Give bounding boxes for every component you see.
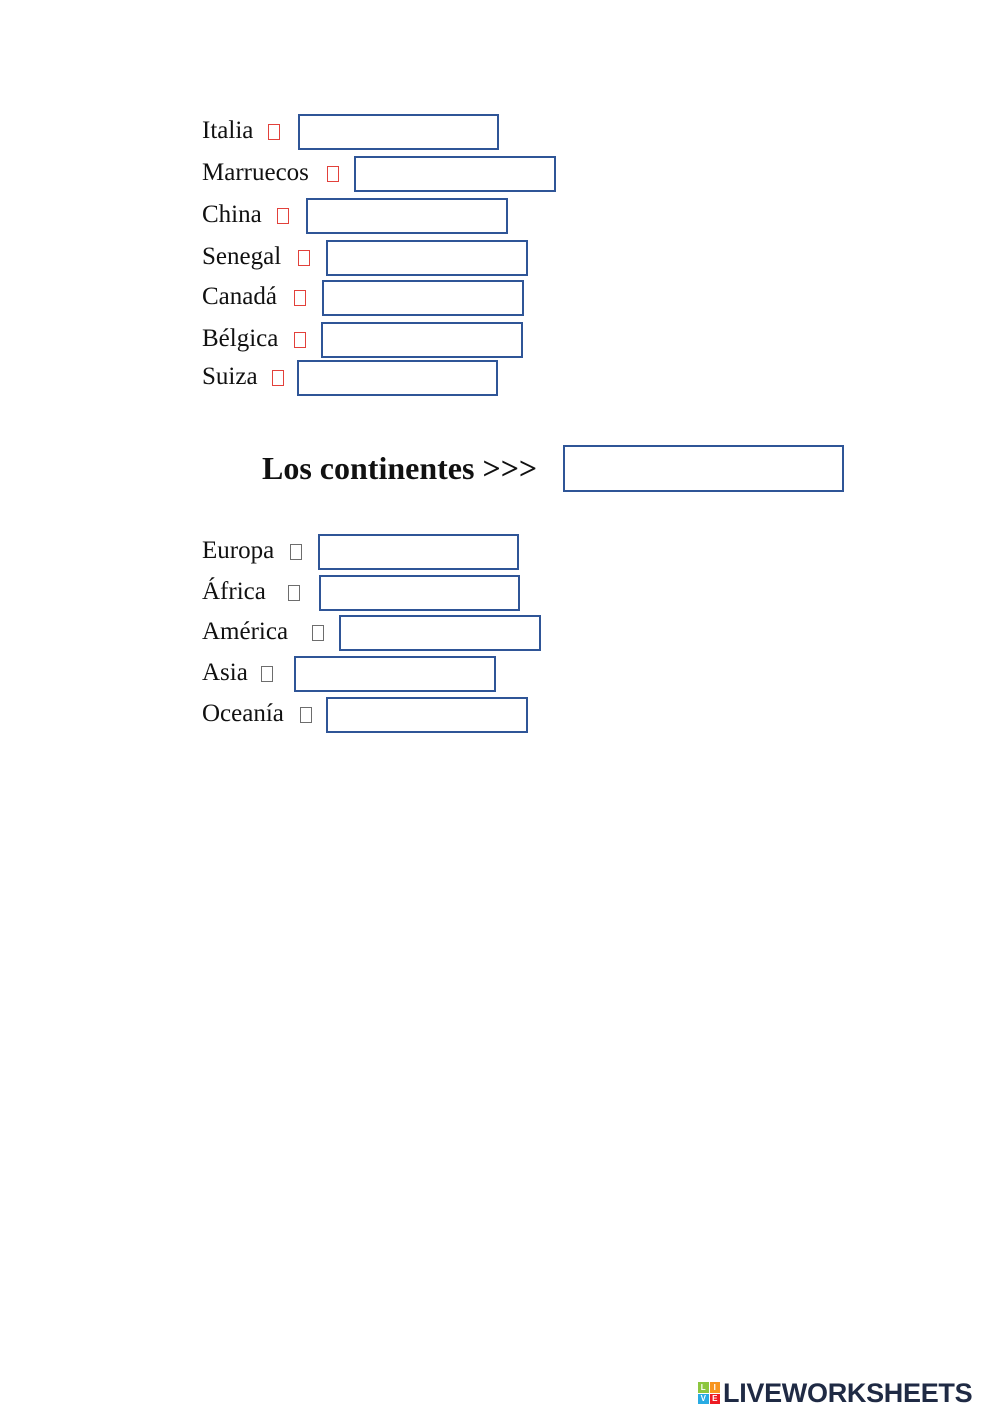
country-label: Bélgica: [202, 325, 279, 352]
missing-glyph-icon: [272, 370, 284, 386]
logo-mark-icon: [698, 1382, 720, 1404]
logo-text: LIVEWORKSHEETS: [723, 1377, 973, 1408]
answer-input[interactable]: [306, 198, 508, 234]
country-label: Marruecos: [202, 159, 309, 186]
answer-input[interactable]: [319, 575, 520, 611]
logo-mark-letter: E: [710, 1394, 721, 1405]
answer-input[interactable]: [294, 656, 496, 692]
country-label: Suiza: [202, 363, 258, 390]
continent-label: Asia: [202, 659, 248, 686]
liveworksheets-logo: [698, 1378, 972, 1408]
answer-input[interactable]: [354, 156, 556, 192]
continents-heading-input[interactable]: [563, 445, 844, 492]
answer-input[interactable]: [326, 240, 528, 276]
missing-glyph-icon: [261, 666, 273, 682]
logo-mark-letter: V: [698, 1394, 709, 1405]
missing-glyph-icon: [300, 707, 312, 723]
missing-glyph-icon: [277, 208, 289, 224]
logo-mark-letter: L: [698, 1382, 709, 1393]
continent-label: Oceanía: [202, 700, 284, 727]
missing-glyph-icon: [327, 166, 339, 182]
missing-glyph-icon: [288, 585, 300, 601]
continents-heading: Los continentes >>>: [262, 450, 538, 486]
answer-input[interactable]: [326, 697, 528, 733]
answer-input[interactable]: [339, 615, 541, 651]
continent-label: África: [202, 578, 266, 605]
country-label: Senegal: [202, 243, 282, 270]
continent-label: Europa: [202, 537, 275, 564]
missing-glyph-icon: [312, 625, 324, 641]
answer-input[interactable]: [322, 280, 524, 316]
logo-mark-letter: I: [710, 1382, 721, 1393]
country-label: China: [202, 201, 262, 228]
missing-glyph-icon: [268, 124, 280, 140]
answer-input[interactable]: [298, 114, 499, 150]
missing-glyph-icon: [294, 290, 306, 306]
answer-input[interactable]: [297, 360, 498, 396]
continent-label: América: [202, 618, 289, 645]
country-label: Canadá: [202, 283, 277, 310]
missing-glyph-icon: [294, 332, 306, 348]
missing-glyph-icon: [298, 250, 310, 266]
missing-glyph-icon: [290, 544, 302, 560]
answer-input[interactable]: [318, 534, 519, 570]
country-label: Italia: [202, 117, 254, 144]
answer-input[interactable]: [321, 322, 523, 358]
